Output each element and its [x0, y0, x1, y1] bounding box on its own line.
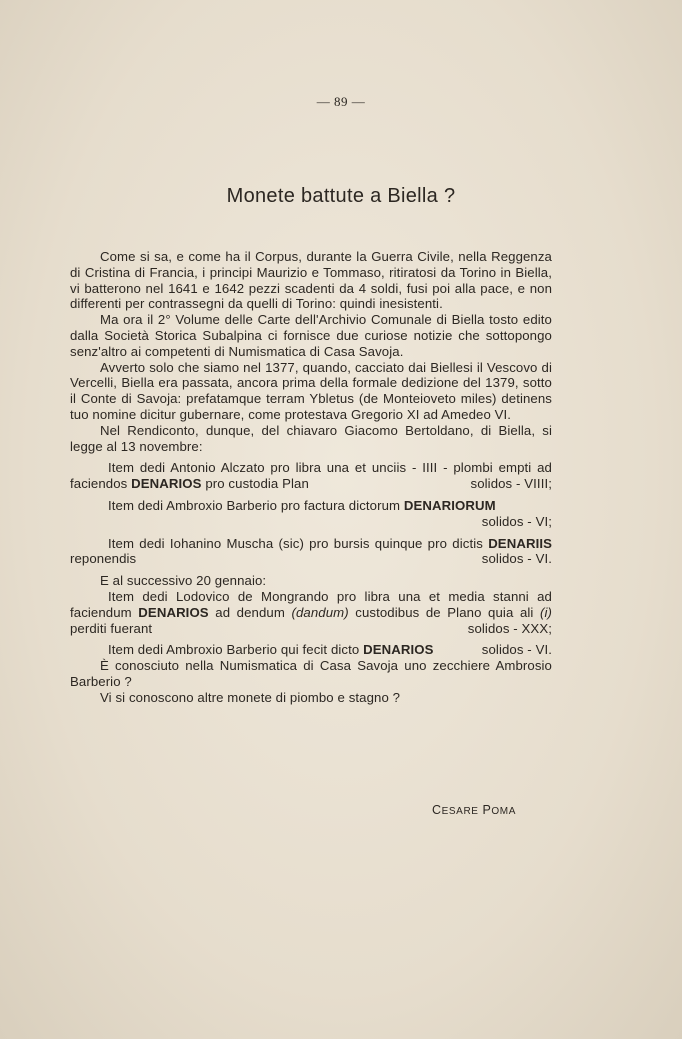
- ledger-entry-2: Item dedi Ambroxio Barberio pro factura dictorum DENARIORUM solidos - VI;: [70, 498, 552, 530]
- ledger-amount: solidos - VI.: [481, 642, 552, 658]
- article-title: Monete battute a Biella ?: [226, 185, 456, 207]
- article-body: [70, 249, 552, 706]
- page-number: — 89 —: [316, 94, 366, 109]
- ledger-amount: solidos - VIIII;: [470, 476, 552, 492]
- ledger-entry-4: Item dedi Lodovico de Mongrando pro libra una et media stanni ad faciendum DENARIOS ad dendum (dandum) custodibus de Plano quia ali (i) perditi fuerant solidos - XXX;: [70, 588, 552, 636]
- paragraph-3: Avverto solo che siamo nel 1377, quando, cacciato dai Biellesi il Vescovo di Vercelli, Biella era passata, ancora prima della formale dedizione del 1379, sotto il Conte di Savoja: prefatamque terram Ybletus (de Monteioveto miles) detinens tuo nomine dicitur gubernare, come protestava Gregorio XI ad Amedeo VI.: [70, 359, 552, 422]
- paragraph-1: Come si sa, e come ha il Corpus, durante la Guerra Civile, nella Reggenza di Cristina di Francia, i principi Maurizio e Tommaso, ritiratosi da Torino in Biella, vi batterono nel 1641 e 1642 pezzi scadenti da 4 soldi, fusi poi alla pace, e non differenti per contrassegni da quelli di Torino: quindi inesistenti.: [70, 249, 552, 312]
- closing-question-2: Vi si conoscono altre monete di piombo e stagno ?: [100, 689, 401, 705]
- ledger-amount: solidos - XXX;: [467, 620, 552, 636]
- intro-january: E al successivo 20 gennaio:: [100, 573, 267, 589]
- paragraph-2: Ma ora il 2° Volume delle Carte dell'Archivio Comunale di Biella tosto edito dalla Società Storica Subalpina ci fornisce due curiose notizie che sottopongo senz'altro ai competenti di Numismatica di Casa Savoja.: [70, 312, 552, 359]
- ledger-amount: solidos - VI.: [481, 551, 552, 567]
- closing-question-1: È conosciuto nella Numismatica di Casa Savoja uno zecchiere Ambrosio Barberio ?: [70, 658, 552, 689]
- author-signature: CESARE POMA: [432, 803, 517, 817]
- ledger-entry-3: Item dedi Iohanino Muscha (sic) pro bursis quinque pro dictis DENARIIS reponendis solidos - VI.: [70, 535, 553, 567]
- ledger-entry-1: Item dedi Antonio Alczato pro libra una et unciis - IIII - plombi empti ad faciendos DENARIOS pro custodia Plan solidos - VIIII;: [70, 460, 552, 492]
- ledger-entry-5: Item dedi Ambroxio Barberio qui fecit dicto DENARIOS solidos - VI.: [108, 642, 552, 658]
- paragraph-4: Nel Rendiconto, dunque, del chiavaro Giacomo Bertoldano, di Biella, si legge al 13 novembre:: [70, 422, 552, 454]
- ledger-amount: solidos - VI;: [481, 513, 552, 529]
